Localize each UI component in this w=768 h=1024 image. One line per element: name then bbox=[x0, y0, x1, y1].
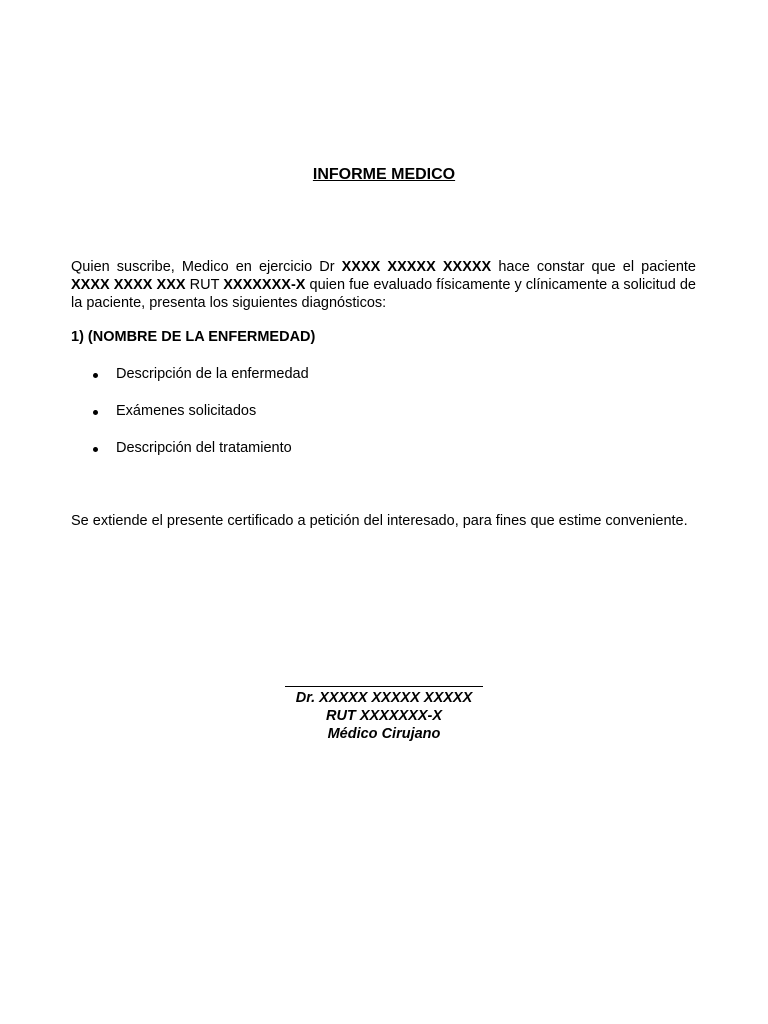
diagnosis-heading: 1) (NOMBRE DE LA ENFERMEDAD) bbox=[71, 329, 316, 345]
list-item-text: Descripción de la enfermedad bbox=[116, 366, 309, 382]
patient-rut: XXXXXXX-X bbox=[223, 277, 306, 293]
signature-name: Dr. XXXXX XXXXX XXXXX bbox=[295, 690, 473, 706]
list-item-text: Exámenes solicitados bbox=[116, 403, 257, 419]
patient-name: XXXX XXXX XXX bbox=[71, 277, 186, 293]
bullet-icon bbox=[93, 410, 98, 415]
signature-line bbox=[285, 686, 483, 687]
bullet-icon bbox=[93, 447, 98, 452]
intro-text-2: hace constar que el paciente bbox=[491, 259, 696, 275]
intro-text-4: quien fue evaluado físicamente y clínicamente a solicitud de la paciente, presenta los siguientes diagnósticos: bbox=[71, 277, 696, 311]
signature-title: Médico Cirujano bbox=[327, 726, 441, 742]
closing-paragraph: Se extiende el presente certificado a petición del interesado, para fines que estime conveniente. bbox=[71, 513, 688, 529]
intro-text-3: RUT bbox=[185, 277, 224, 293]
signature-rut: RUT XXXXXXX-X bbox=[325, 708, 443, 724]
doctor-name: XXXX XXXXX XXXXX bbox=[341, 259, 492, 275]
bullet-icon bbox=[93, 373, 98, 378]
list-item-text: Descripción del tratamiento bbox=[116, 440, 292, 456]
document-title bbox=[0, 166, 768, 184]
document-title-text: INFORME MEDICO bbox=[312, 166, 456, 183]
intro-paragraph bbox=[71, 258, 696, 312]
intro-text-1: Quien suscribe, Medico en ejercicio Dr bbox=[71, 259, 342, 275]
